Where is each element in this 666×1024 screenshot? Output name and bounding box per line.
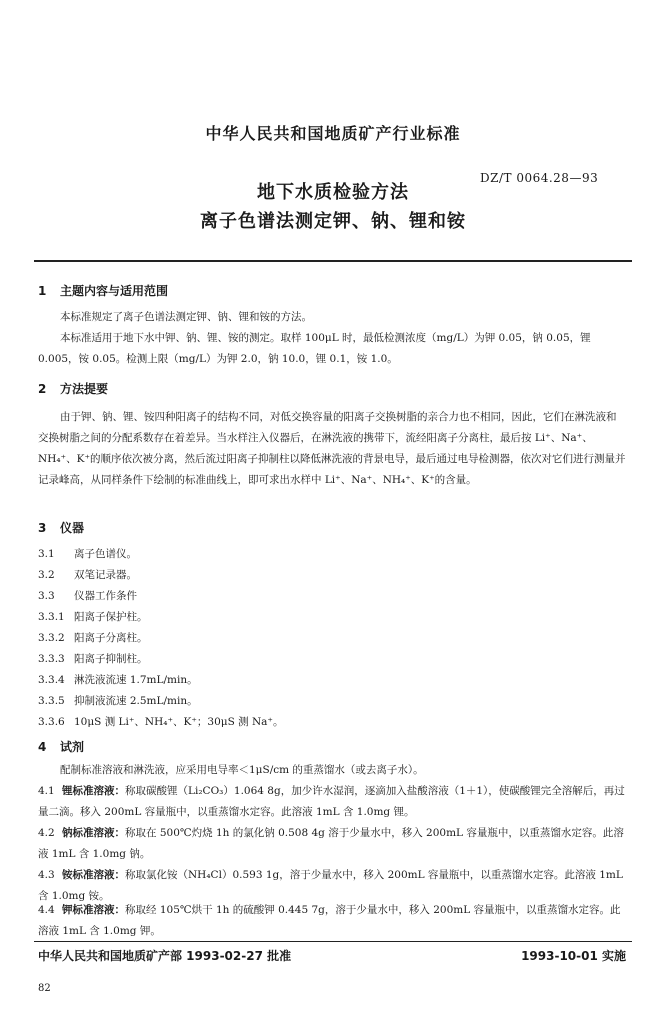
item-number: 4.4 xyxy=(38,904,55,916)
item-number: 4.1 xyxy=(38,785,55,797)
item-text: 阳离子抑制柱。 xyxy=(74,653,148,665)
item-text: 称取碳酸锂（Li₂CO₃）1.064 8g，加少许水湿润，逐滴加入盐酸溶液（1＋1），使碳酸锂完全溶解后，再过量二滴。移入 200mL 容量瓶中，以重蒸馏水定容。此溶液 1mL 含 1.0mg 锂。 xyxy=(38,785,625,818)
item-number: 4.2 xyxy=(38,827,55,839)
list-item xyxy=(38,567,137,582)
item-text: 抑制液流速 2.5mL/min。 xyxy=(74,695,198,707)
item-number: 3.2 xyxy=(38,569,55,581)
list-item xyxy=(38,630,148,645)
section-number: 1 xyxy=(38,284,47,298)
section-4-heading xyxy=(38,738,84,755)
effective-date: 1993-10-01 实施 xyxy=(521,949,626,963)
item-number: 3.3.5 xyxy=(38,695,65,707)
reagent-item xyxy=(38,823,626,865)
section-1-paragraph-2: 本标准适用于地下水中钾、钠、锂、铵的测定。取样 100μL 时，最低检测浓度（mg/L）为钾 0.05，钠 0.05，锂 0.005，铵 0.05。检测上限（mg/L）为钾 2.0，钠 10.0，锂 0.1，铵 1.0。 xyxy=(38,332,591,365)
list-item xyxy=(38,693,198,708)
item-text: 仪器工作条件 xyxy=(74,590,137,602)
item-number: 4.3 xyxy=(38,869,55,881)
section-1-heading xyxy=(38,282,168,299)
item-name: 锂标准溶液： xyxy=(62,785,125,797)
section-title: 主题内容与适用范围 xyxy=(60,284,169,298)
item-number: 3.3.4 xyxy=(38,674,65,686)
section-number: 4 xyxy=(38,740,47,754)
document-title-line1: 地下水质检验方法 xyxy=(257,182,409,203)
item-text: 离子色谱仪。 xyxy=(74,548,137,560)
footer-divider xyxy=(34,941,632,942)
list-item xyxy=(38,672,198,687)
item-number: 3.3.2 xyxy=(38,632,65,644)
list-item xyxy=(38,609,148,624)
item-number: 3.1 xyxy=(38,548,55,560)
standard-code: DZ/T 0064.28—93 xyxy=(480,171,599,185)
item-name: 钾标准溶液： xyxy=(62,904,125,916)
reagent-item xyxy=(38,900,626,942)
item-text: 阳离子分离柱。 xyxy=(74,632,148,644)
item-number: 3.3.1 xyxy=(38,611,65,623)
reagent-item xyxy=(38,781,626,823)
item-number: 3.3.3 xyxy=(38,653,65,665)
item-text: 阳离子保护柱。 xyxy=(74,611,148,623)
section-2-heading xyxy=(38,380,108,397)
item-number: 3.3.6 xyxy=(38,716,65,728)
section-number: 3 xyxy=(38,521,47,535)
list-item xyxy=(38,651,148,666)
item-text: 称取氯化铵（NH₄Cl）0.593 1g，溶于少量水中，移入 200mL 容量瓶中，以重蒸馏水定容。此溶液 1mL 含 1.0mg 铵。 xyxy=(38,869,623,902)
approval-line: 中华人民共和国地质矿产部 1993-02-27 批准 xyxy=(38,949,292,963)
page-number: 82 xyxy=(38,983,51,994)
standard-category: 中华人民共和国地质矿产行业标准 xyxy=(205,124,461,143)
section-title: 方法提要 xyxy=(60,382,109,396)
section-2-paragraph-1: 由于钾、钠、锂、铵四种阳离子的结构不同，对低交换容量的阳离子交换树脂的亲合力也不相同，因此，它们在淋洗液和交换树脂之间的分配系数存在着差异。当水样注入仪器后，在淋洗液的携带下，流经阳离子分离柱，最后按 Li⁺、Na⁺、NH₄⁺、K⁺的顺序依次被分离，然后流过阳离子抑制柱以降低淋洗液的背景电导，最后通过电导检测器，依次对它们进行测量并记录峰高，从同样条件下绘制的标准曲线上，即可求出水样中 Li⁺、Na⁺、NH₄⁺、K⁺的含量。 xyxy=(38,411,626,486)
list-item xyxy=(38,588,137,603)
document-title-line2: 离子色谱法测定钾、钠、锂和铵 xyxy=(200,211,466,232)
list-item xyxy=(38,546,137,561)
list-item xyxy=(38,714,283,729)
item-text: 双笔记录器。 xyxy=(74,569,137,581)
item-text: 淋洗液流速 1.7mL/min。 xyxy=(74,674,198,686)
section-title: 仪器 xyxy=(60,521,85,535)
item-text: 10μS 测 Li⁺、NH₄⁺、K⁺；30μS 测 Na⁺。 xyxy=(74,716,284,728)
item-name: 铵标准溶液： xyxy=(62,869,125,881)
item-number: 3.3 xyxy=(38,590,55,602)
item-text: 称取经 105℃烘干 1h 的硫酸钾 0.445 7g，溶于少量水中，移入 200mL 容量瓶中，以重蒸馏水定容。此溶液 1mL 含 1.0mg 钾。 xyxy=(38,904,621,937)
section-title: 试剂 xyxy=(60,740,85,754)
header-divider xyxy=(34,260,632,262)
section-1-paragraph-1: 本标准规定了离子色谱法测定钾、钠、锂和铵的方法。 xyxy=(60,311,312,323)
item-name: 钠标准溶液： xyxy=(62,827,125,839)
section-3-heading xyxy=(38,519,84,536)
section-4-intro: 配制标准溶液和淋洗液，应采用电导率＜1μS/cm 的重蒸馏水（或去离子水）。 xyxy=(60,764,424,776)
item-text: 称取在 500℃灼烧 1h 的氯化钠 0.508 4g 溶于少量水中，移入 200mL 容量瓶中，以重蒸馏水定容。此溶液 1mL 含 1.0mg 钠。 xyxy=(38,827,624,860)
section-number: 2 xyxy=(38,382,47,396)
